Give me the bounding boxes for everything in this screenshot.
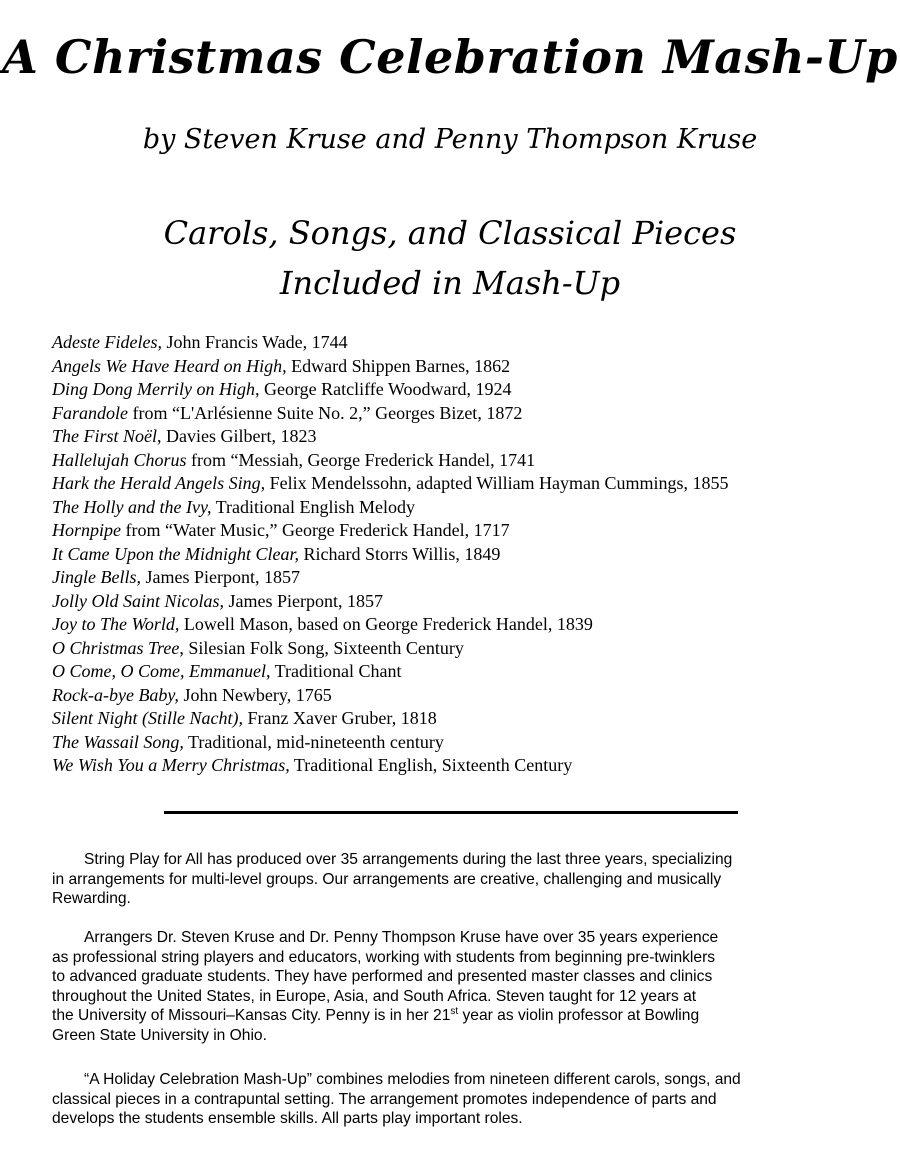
paragraph-line: Rewarding. xyxy=(52,890,131,908)
piece-credit: George Ratcliffe Woodward, 1924 xyxy=(259,379,512,399)
paragraph-text: the University of Missouri–Kansas City. Penny is in her 21 xyxy=(52,1007,451,1025)
piece-credit: John Francis Wade, 1744 xyxy=(161,332,348,352)
piece-credit: , Traditional Chant xyxy=(265,661,402,681)
paragraph-line: Green State University in Ohio. xyxy=(52,1026,267,1044)
paragraph-about-mashup xyxy=(52,1070,832,1129)
piece-credit: , Silesian Folk Song, Sixteenth Century xyxy=(179,637,464,658)
paragraph-line: in arrangements for multi-level groups. Our arrangements are creative, challenging and musically xyxy=(52,870,722,888)
piece-credit: Traditional English Melody xyxy=(211,496,415,517)
piece-credit: from “L'Arlésienne Suite No. 2,” Georges Bizet, 1872 xyxy=(128,402,523,423)
piece-title: We Wish You a Merry Christmas, xyxy=(52,755,290,775)
paragraph-line: as professional string players and educators, working with students from beginning pre-twinklers xyxy=(52,948,716,966)
ordinal-suffix: st xyxy=(450,1006,459,1018)
piece-credit: James Pierpont, 1857 xyxy=(223,590,383,611)
piece-item xyxy=(52,731,882,755)
section-heading-line-2: Included in Mash-Up xyxy=(279,264,621,302)
paragraph-about-arrangers xyxy=(52,928,832,1046)
piece-item xyxy=(52,637,882,661)
piece-item xyxy=(52,684,882,708)
piece-title: Joy to The World, xyxy=(52,614,180,634)
piece-credit: James Pierpont, 1857 xyxy=(140,567,300,587)
section-heading-line-1: Carols, Songs, and Classical Pieces xyxy=(163,214,737,252)
piece-title: Jingle Bells, xyxy=(52,567,141,587)
piece-credit: Felix Mendelssohn, adapted William Hayman Cummings, 1855 xyxy=(265,473,729,493)
piece-item xyxy=(52,519,882,543)
piece-title: Jolly Old Saint Nicolas, xyxy=(52,590,224,611)
piece-credit: Lowell Mason, based on George Frederick Handel, 1839 xyxy=(179,614,593,634)
piece-item xyxy=(52,449,882,473)
paragraph-line: throughout the United States, in Europe, Asia, and South Africa. Steven taught for 12 years at xyxy=(52,987,697,1005)
piece-title: O Come, O Come, Emmanuel xyxy=(52,661,266,681)
piece-credit: Edward Shippen Barnes, 1862 xyxy=(286,355,511,376)
piece-item xyxy=(52,496,882,520)
paragraph-text: year as violin professor at Bowling xyxy=(458,1007,700,1025)
piece-item xyxy=(52,707,882,731)
paragraph-line: String Play for All has produced over 35 arrangements during the last three years, specializing xyxy=(84,851,733,868)
piece-item xyxy=(52,402,882,426)
piece-title: Rock-a-bye Baby, xyxy=(52,684,179,705)
piece-item xyxy=(52,590,882,614)
section-heading xyxy=(0,208,900,308)
piece-credit: Traditional English, Sixteenth Century xyxy=(289,755,573,775)
piece-title: O Christmas Tree xyxy=(52,637,180,658)
piece-title: Hornpipe xyxy=(52,520,121,540)
piece-credit: from “Water Music,” George Frederick Handel, 1717 xyxy=(121,520,510,540)
piece-item xyxy=(52,378,882,402)
paragraph-line: “A Holiday Celebration Mash-Up” combines melodies from nineteen different carols, songs, and xyxy=(84,1071,741,1088)
piece-title: Farandole xyxy=(52,402,128,423)
piece-credit: John Newbery, 1765 xyxy=(178,684,332,705)
piece-title: It Came Upon the Midnight Clear, xyxy=(52,543,299,564)
piece-title: The First Noël xyxy=(52,426,158,446)
piece-item xyxy=(52,660,882,684)
piece-item xyxy=(52,425,882,449)
piece-title: Angels We Have Heard on High, xyxy=(52,355,287,376)
byline: by Steven Kruse and Penny Thompson Kruse xyxy=(142,124,758,155)
paragraph-line xyxy=(52,1006,832,1026)
paragraph-line: to advanced graduate students. They have performed and presented master classes and clinics xyxy=(52,968,713,986)
piece-item xyxy=(52,754,882,778)
piece-credit: , Davies Gilbert, 1823 xyxy=(157,426,317,446)
piece-list xyxy=(52,331,882,778)
piece-item xyxy=(52,472,882,496)
piece-credit: Traditional, mid-nineteenth century xyxy=(183,731,444,752)
piece-title: The Wassail Song, xyxy=(52,731,184,752)
page-title: A Christmas Celebration Mash-Up xyxy=(2,30,898,84)
horizontal-divider xyxy=(164,811,738,814)
paragraph-line: develops the students ensemble skills. All parts play important roles. xyxy=(52,1110,523,1128)
piece-title: The Holly and the Ivy, xyxy=(52,496,212,517)
piece-title: Silent Night (Stille Nacht), xyxy=(52,708,243,728)
piece-credit: from “Messiah, George Frederick Handel, 1741 xyxy=(186,449,536,470)
piece-item xyxy=(52,566,882,590)
piece-credit: Richard Storrs Willis, 1849 xyxy=(298,543,501,564)
piece-item xyxy=(52,613,882,637)
piece-item xyxy=(52,543,882,567)
paragraph-about-string-play xyxy=(52,850,832,909)
piece-title: Ding Dong Merrily on High, xyxy=(52,379,260,399)
piece-title: Adeste Fideles, xyxy=(52,332,162,352)
piece-item xyxy=(52,355,882,379)
piece-item xyxy=(52,331,882,355)
piece-title: Hark the Herald Angels Sing, xyxy=(52,473,266,493)
paragraph-line: classical pieces in a contrapuntal setting. The arrangement promotes independence of parts and xyxy=(52,1090,717,1108)
paragraph-line: Arrangers Dr. Steven Kruse and Dr. Penny Thompson Kruse have over 35 years experience xyxy=(84,929,719,946)
piece-credit: Franz Xaver Gruber, 1818 xyxy=(242,708,437,728)
piece-title: Hallelujah Chorus xyxy=(52,449,187,470)
